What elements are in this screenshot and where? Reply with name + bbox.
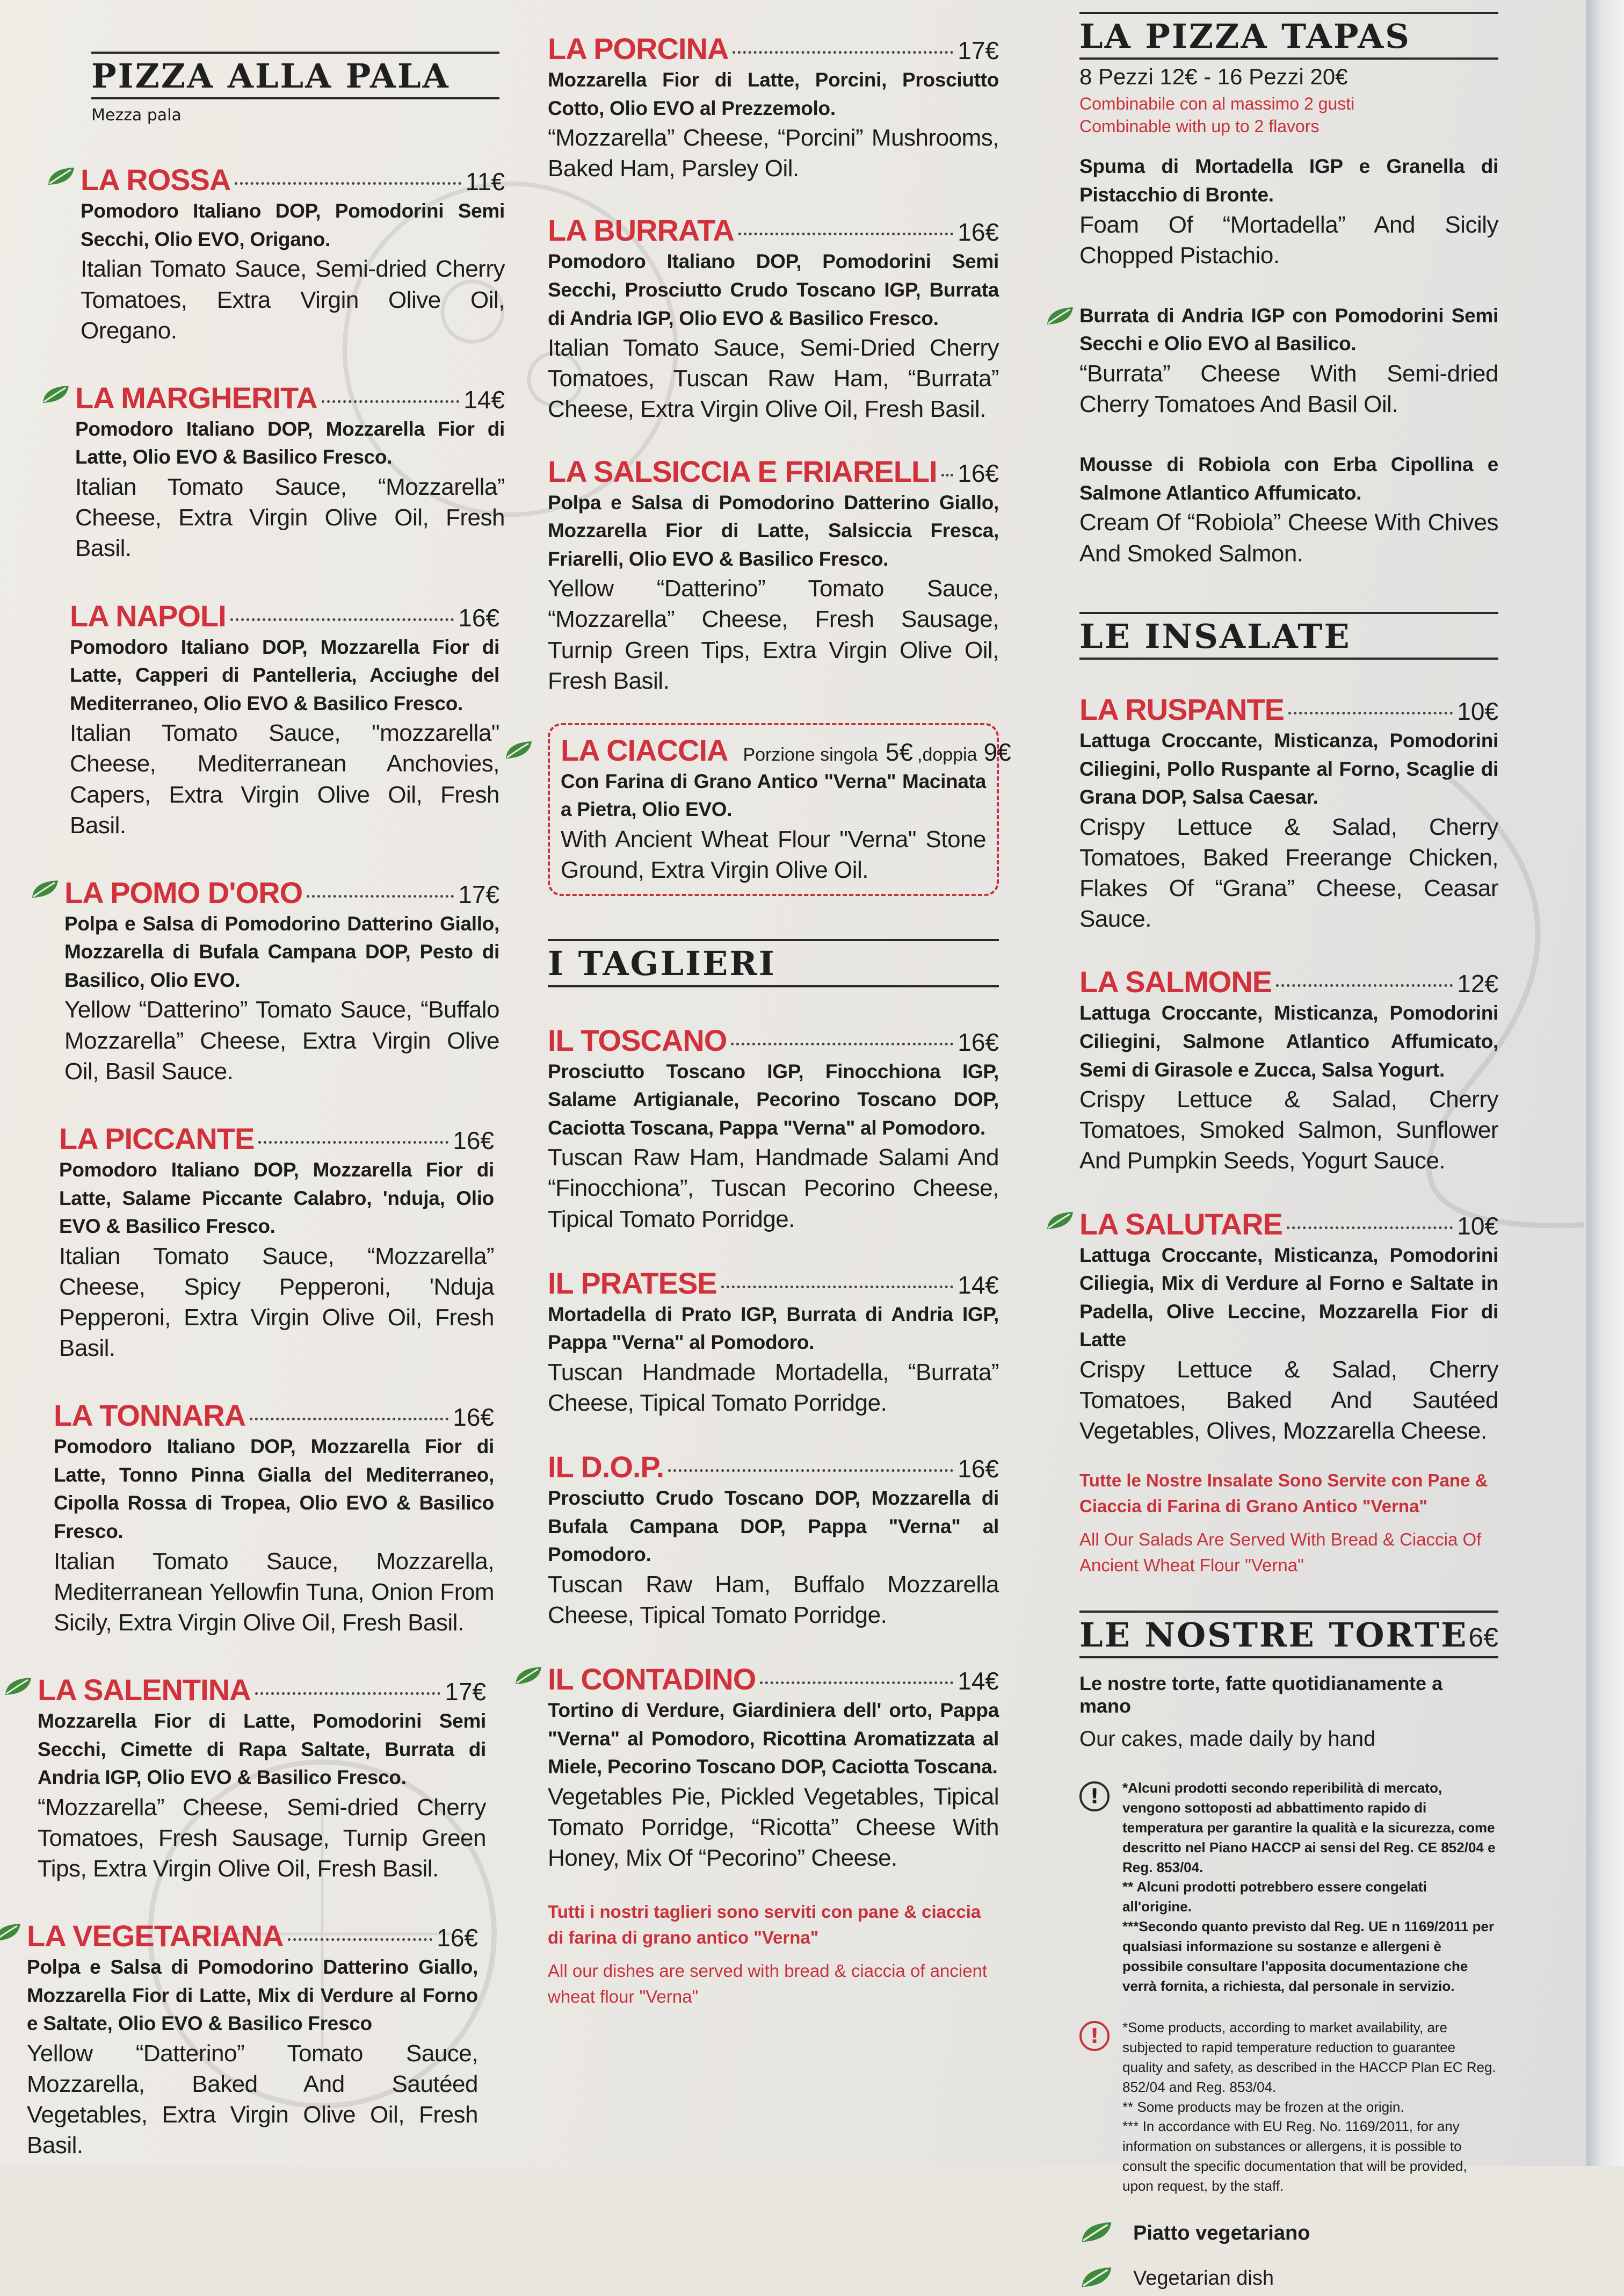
item-name: LA PICCANTE [59,1122,255,1156]
menu-item [81,162,505,346]
item-description-en: Yellow “Datterino” Tomato Sauce, “Buffalo Mozzarella” Cheese, Extra Virgin Olive Oil, Basil Sauce. [64,997,499,1085]
torte-title: LE NOSTRE TORTE [1079,1615,1468,1655]
item-price: 16€ [958,218,999,247]
item-description-en: Italian Tomato Sauce, “Mozzarella” Cheese, Extra Virgin Olive Oil, Fresh Basil. [75,473,505,562]
section-title-taglieri: I TAGLIERI [548,939,999,987]
item-header [54,1398,494,1433]
leaf-icon [1045,305,1075,327]
dot-leader [250,1418,448,1420]
item-description-en: Italian Tomato Sauce, Semi-dried Cherry Tomatoes, Extra Virgin Olive Oil, Oregano. [81,256,505,344]
ciaccia-price-double: 9€ [983,738,1011,766]
item-description-en: “Mozzarella” Cheese, “Porcini” Mushrooms, Baked Ham, Parsley Oil. [548,125,999,182]
item-description-en: “Burrata” Cheese With Semi-dried Cherry Tomatoes And Basil Oil. [1079,360,1498,418]
menu-item [1079,1207,1498,1447]
menu-item [1079,302,1498,420]
dot-leader [288,1938,433,1941]
dot-leader [738,233,954,235]
item-description-en: Yellow “Datterino” Tomato Sauce, “Mozzarella” Cheese, Fresh Sausage, Turnip Green Tips, Extra Virgin Olive Oil, Fresh Basil. [548,575,999,694]
leaf-icon [41,384,71,405]
dot-leader [258,1141,448,1144]
dot-leader [255,1692,441,1695]
item-header [1079,692,1498,727]
leaf-icon [1079,2220,1114,2244]
ciaccia-portion-note: Porzione singola [743,744,878,765]
item-description-it: Pomodoro Italiano DOP, Mozzarella Fior di Latte, Salame Piccante Calabro, 'nduja, Olio EVO & Basilico Fresco. [59,1159,494,1238]
item-price: 17€ [458,880,499,908]
item-price: 11€ [465,168,505,196]
item-description-en: Cream Of “Robiola” Cheese With Chives And Smoked Salmon. [1079,509,1498,567]
torte-description-it: Le nostre torte, fatte quotidianamente a mano [1079,1672,1443,1717]
item-description-it: Mousse di Robiola con Erba Cipollina e Salmone Atlantico Affumicato. [1079,453,1498,504]
item-description-it: Pomodoro Italiano DOP, Mozzarella Fior di Latte, Tonno Pinna Gialla del Mediterraneo, Cipolla Rossa di Tropea, Olio EVO & Basilico Fresco. [54,1435,494,1542]
tapas-pricing: 8 Pezzi 12€ - 16 Pezzi 20€ [1079,64,1348,90]
item-header [548,454,999,489]
item-price: 16€ [437,1924,478,1952]
ciaccia-price-single: 5€ [885,738,914,766]
item-header [27,1918,478,1953]
item-description-en: Crispy Lettuce & Salad, Cherry Tomatoes, Baked Freerange Chicken, Flakes Of “Grana” Cheese, Ceasar Sauce. [1079,813,1498,933]
column-pizza-taglieri [548,0,1011,2010]
notice-text-en [1122,2018,1498,2196]
dot-leader [307,895,454,898]
item-header [59,1121,494,1156]
menu-item [1079,964,1498,1176]
page-edge [1586,0,1624,2166]
leaf-icon [46,165,76,187]
leaf-icon [1045,1210,1075,1231]
warning-icon: ! [1079,1781,1110,1811]
item-description-en: Italian Tomato Sauce, “Mozzarella” Cheese, Spicy Pepperoni, 'Nduja Pepperoni, Extra Virgin Olive Oil, Fresh Basil. [59,1243,494,1362]
item-description-en: Yellow “Datterino” Tomato Sauce, Mozzarella, Baked And Sautéed Vegetables, Extra Virgin Olive Oil, Fresh Basil. [27,2040,478,2159]
section-title-insalate: LE INSALATE [1079,612,1498,660]
menu-item [54,1398,494,1638]
tapas-combo-en: Combinable with up to 2 flavors [1079,116,1320,136]
menu-item [70,598,499,841]
item-header [38,1672,486,1707]
item-description-it: Pomodoro Italiano DOP, Pomodorini Semi Secchi, Olio EVO, Origano. [81,200,505,250]
item-description-en: Tuscan Raw Ham, Handmade Salami And “Finocchiona”, Tuscan Pecorino Cheese, Tipical Tomato Porridge. [548,1144,999,1232]
item-name: LA MARGHERITA [75,380,317,415]
leaf-icon [0,1922,23,1943]
notice-text-it [1122,1778,1498,1996]
item-description-it: Con Farina di Grano Antico "Verna" Macinata a Pietra, Olio EVO. [561,770,986,821]
warning-icon: ! [1079,2021,1110,2051]
item-header [548,1023,999,1058]
menu-item [548,1266,999,1418]
item-name: IL CONTADINO [548,1662,756,1696]
item-description-it: Burrata di Andria IGP con Pomodorini Semi Secchi e Olio EVO al Basilico. [1079,304,1498,355]
menu-item-ciaccia [548,723,1011,896]
item-header [70,598,499,633]
menu-item [548,1023,999,1234]
leaf-icon [1079,2265,1114,2290]
legend-vegetarian-en [1079,2261,1498,2296]
notice-line: ** Some products may be frozen at the origin. [1122,2098,1404,2115]
dot-leader [235,182,461,185]
item-name: LA NAPOLI [70,598,226,633]
section-title-pizza-tapas: LA PIZZA TAPAS [1079,12,1498,60]
item-name: LA TONNARA [54,1398,246,1433]
notice-line: *** In accordance with EU Reg. No. 1169/2011, for any information on substances or allergens, it is possible to consult the specific documentation that will be provided, upon request, by the staff. [1122,2118,1467,2194]
section-title-torte [1079,1611,1498,1658]
dot-leader [941,474,954,476]
item-name: IL TOSCANO [548,1023,727,1057]
item-description-it: Polpa e Salsa di Pomodorino Datterino Giallo, Mozzarella di Bufala Campana DOP, Pesto di Basilico, Olio EVO. [64,912,499,991]
item-price: 16€ [958,1028,999,1056]
item-description-en: Crispy Lettuce & Salad, Cherry Tomatoes, Baked And Sautéed Vegetables, Olives, Mozzarella Cheese. [1079,1356,1498,1445]
item-price: 16€ [453,1127,494,1155]
item-price: 12€ [1457,970,1498,998]
item-price: 10€ [1457,697,1498,726]
item-description-it: Lattuga Croccante, Misticanza, Pomodorini Ciliegini, Salmone Atlantico Affumicato, Semi di Girasole e Zucca, Salsa Yogurt. [1079,1002,1498,1081]
item-name: LA SALUTARE [1079,1207,1282,1241]
taglieri-note-en: All our dishes are served with bread & ciaccia of ancient wheat flour "Verna" [548,1961,988,2006]
item-description-it: Lattuga Croccante, Misticanza, Pomodorini Ciliegini, Pollo Ruspante al Forno, Scaglie di Grana DOP, Salsa Caesar. [1079,730,1498,808]
menu-item [548,454,999,696]
item-price: 16€ [958,459,999,487]
item-description-en: “Mozzarella” Cheese, Semi-dried Cherry Tomatoes, Fresh Sausage, Turnip Green Tips, Extra Virgin Olive Oil, Fresh Basil. [38,1794,486,1882]
insalate-list [1079,692,1498,1446]
legend-label-it: Piatto vegetariano [1133,2222,1310,2245]
taglieri-list [548,1023,999,1874]
dot-leader [322,400,460,403]
legend-vegetarian-it [1079,2215,1498,2251]
leaf-icon [513,1665,543,1686]
item-description-it: Spuma di Mortadella IGP e Granella di Pistacchio di Bronte. [1079,155,1498,206]
item-description-en: Tuscan Handmade Mortadella, “Burrata” Cheese, Tipical Tomato Porridge. [548,1359,999,1417]
item-price: 14€ [958,1667,999,1695]
item-name: LA ROSSA [81,163,231,197]
pizza-list-continued [548,31,999,696]
item-description-en: Crispy Lettuce & Salad, Cherry Tomatoes, Smoked Salmon, Sunflower And Pumpkin Seeds, Yogurt Sauce. [1079,1086,1498,1174]
item-description-it: Lattuga Croccante, Misticanza, Pomodorini Ciliegia, Mix di Verdure al Forno e Saltate in Padella, Olive Leccine, Mozzarella Fior di Latte [1079,1244,1498,1351]
menu-item [27,1918,478,2161]
item-name: LA SALSICCIA E FRIARELLI [548,454,937,488]
item-description-it: Polpa e Salsa di Pomodorino Datterino Giallo, Mozzarella Fior di Latte, Salsiccia Fresca, Friarelli, Olio EVO & Basilico Fresco. [548,491,999,570]
item-header [1079,964,1498,999]
item-name: LA CIACCIA [561,733,728,767]
item-header [548,31,999,66]
item-price: 14€ [463,385,505,414]
item-description-en: With Ancient Wheat Flour "Verna" Stone Ground, Extra Virgin Olive Oil. [561,826,986,884]
menu-item [38,1672,486,1884]
taglieri-note-it: Tutti i nostri taglieri sono serviti con pane & ciaccia di farina di grano antico "Verna" [548,1902,981,1948]
item-name: IL PRATESE [548,1266,717,1300]
item-description-it: Mozzarella Fior di Latte, Pomodorini Semi Secchi, Cimette di Rapa Saltate, Burrata di Andria IGP, Olio EVO & Basilico Fresco. [38,1710,486,1789]
notice-line: ** Alcuni prodotti potrebbero essere congelati all'origine. [1122,1879,1427,1915]
tapas-list [1079,153,1498,568]
item-header [75,380,505,415]
dot-leader [733,51,953,54]
item-price: 14€ [958,1270,999,1299]
pizza-list [16,162,505,2161]
column-pizza-alla-pala [16,0,505,2161]
menu-item [548,31,999,184]
item-header [64,875,499,910]
item-name: LA RUSPANTE [1079,692,1284,727]
item-name: LA POMO D'ORO [64,875,303,909]
item-description-it: Pomodoro Italiano DOP, Pomodorini Semi Secchi, Prosciutto Crudo Toscano IGP, Burrata di Andria IGP, Olio EVO & Basilico Fresco. [548,250,999,329]
item-name: LA BURRATA [548,213,734,248]
item-header [548,1266,999,1301]
leaf-icon [3,1676,33,1697]
item-price: 17€ [445,1678,486,1706]
item-description-it: Prosciutto Crudo Toscano DOP, Mozzarella di Bufala Campana DOP, Pappa "Verna" al Pomodoro. [548,1487,999,1566]
item-description-it: Mozzarella Fior di Latte, Porcini, Prosciutto Cotto, Olio EVO al Prezzemolo. [548,69,999,119]
item-name: LA VEGETARIANA [27,1919,284,1953]
torte-description-en: Our cakes, made daily by hand [1079,1727,1376,1751]
dot-leader [1276,984,1453,987]
dot-leader [1288,712,1453,714]
item-header [548,1662,999,1696]
menu-item [1079,451,1498,568]
item-price: 10€ [1457,1211,1498,1240]
allergen-notice-en [1079,2018,1498,2196]
item-header [548,213,999,248]
item-name: LA SALENTINA [38,1673,251,1707]
menu-item [1079,153,1498,270]
notice-line: *Some products, according to market availability, are subjected to rapid temperature reduction to guarantee quality and safety, as described in the HACCP Plan EC Reg. 852/04 and Reg. 853/04. [1122,2019,1496,2095]
menu-item [1079,692,1498,934]
dot-leader [668,1469,953,1472]
item-description-it: Pomodoro Italiano DOP, Mozzarella Fior di Latte, Olio EVO & Basilico Fresco. [75,417,505,468]
torte-price: 6€ [1468,1622,1498,1652]
column-tapas-insalate [1047,0,1531,2296]
menu-item [548,213,999,424]
item-description-it: Polpa e Salsa di Pomodorino Datterino Giallo, Mozzarella Fior di Latte, Mix di Verdure al Forno e Saltate, Olio EVO & Basilico Fresco [27,1956,478,2035]
dot-leader [760,1681,953,1684]
tapas-combo-it: Combinabile con al massimo 2 gusti [1079,94,1355,114]
item-name: LA PORCINA [548,32,729,66]
section-title-pizza-alla-pala: PIZZA ALLA PALA [91,52,499,99]
menu-item [548,1662,999,1873]
notice-line: *Alcuni prodotti secondo reperibilità di mercato, vengono sottoposti ad abbattimento rapido di temperatura per garantire la qualità e la sicurezza, come descritto nel Piano HACCP ai sensi del Reg. CE 852/04 e Reg. 853/04. [1122,1779,1496,1875]
ciaccia-double-note: ,doppia [917,744,977,765]
item-description-it: Pomodoro Italiano DOP, Mozzarella Fior di Latte, Capperi di Pantelleria, Acciughe del Mediterraneo, Olio EVO & Basilico Fresco. [70,636,499,714]
item-header [1079,1207,1498,1241]
section-subtitle: Mezza pala [91,106,182,125]
leaf-icon [504,739,534,761]
item-price: 16€ [453,1403,494,1432]
dot-leader [1287,1226,1453,1229]
legend-label-en: Vegetarian dish [1133,2267,1274,2290]
item-description-en: Foam Of “Mortadella” And Sicily Chopped Pistachio. [1079,211,1498,269]
item-price: 17€ [958,37,999,64]
dot-leader [731,1043,953,1045]
menu-item [64,875,499,1087]
item-description-en: Tuscan Raw Ham, Buffalo Mozzarella Cheese, Tipical Tomato Porridge. [548,1571,999,1629]
item-price: 16€ [958,1455,999,1483]
item-header [81,162,505,197]
notice-line: ***Secondo quanto previsto dal Reg. UE n 1169/2011 per qualsiasi informazione su sostanze e allergeni è possibile consultare l'apposita documentazione che verrà fornita, a richiesta, dal personale in servizio. [1122,1918,1495,1995]
menu-item [548,1449,999,1630]
item-description-en: Italian Tomato Sauce, Mozzarella, Mediterranean Yellowfin Tuna, Onion From Sicily, Extra Virgin Olive Oil, Fresh Basil. [54,1548,494,1636]
menu-item [59,1121,494,1363]
item-name: LA SALMONE [1079,965,1272,999]
item-description-it: Tortino di Verdure, Giardiniera dell' orto, Pappa "Verna" al Pomodoro, Ricottina Aromatizzata al Miele, Pecorino Toscano DOP, Caciotta Toscana. [548,1699,999,1778]
item-description-it: Prosciutto Toscano IGP, Finocchiona IGP, Salame Artigianale, Pecorino Toscano DOP, Caciotta Toscana, Pappa "Verna" al Pomodoro. [548,1060,999,1139]
item-name: IL D.O.P. [548,1450,664,1484]
item-description-en: Italian Tomato Sauce, Semi-Dried Cherry Tomatoes, Tuscan Raw Ham, “Burrata” Cheese, Extra Virgin Olive Oil, Fresh Basil. [548,335,999,423]
insalate-note-en: All Our Salads Are Served With Bread & Ciaccia Of Ancient Wheat Flour "Verna" [1079,1529,1482,1575]
item-header [548,1449,999,1484]
leaf-icon [30,878,60,900]
item-price: 16€ [458,603,499,632]
item-description-en: Italian Tomato Sauce, "mozzarella" Cheese, Mediterranean Anchovies, Capers, Extra Virgin Olive Oil, Fresh Basil. [70,720,499,839]
insalate-note-it: Tutte le Nostre Insalate Sono Servite con Pane & Ciaccia di Farina di Grano Antico "Verna" [1079,1470,1488,1517]
item-description-en: Vegetables Pie, Pickled Vegetables, Tipical Tomato Porridge, “Ricotta” Cheese With Honey, Mix Of “Pecorino” Cheese. [548,1783,999,1872]
item-description-it: Mortadella di Prato IGP, Burrata di Andria IGP, Pappa "Verna" al Pomodoro. [548,1303,999,1354]
allergen-notice-it [1079,1778,1498,1996]
dot-leader [230,618,454,621]
dot-leader [721,1286,954,1288]
menu-item [75,380,505,564]
